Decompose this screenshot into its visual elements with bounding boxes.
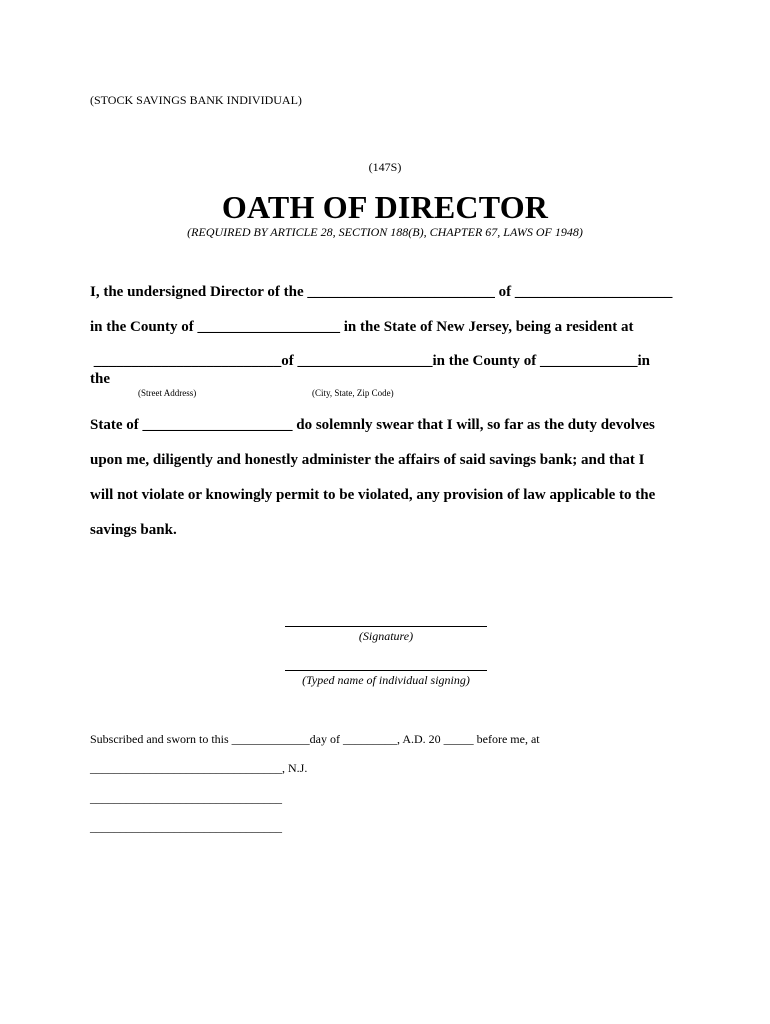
street-address-caption: (Street Address) bbox=[138, 388, 197, 398]
city-state-zip-caption: (City, State, Zip Code) bbox=[312, 388, 394, 398]
page-title: OATH OF DIRECTOR bbox=[221, 189, 549, 225]
notary-line-2: ________________________________, N.J. bbox=[90, 761, 308, 775]
oath-line-1: I, the undersigned Director of the _________________________ of _____________________ bbox=[90, 284, 673, 300]
signature-line[interactable] bbox=[285, 626, 487, 627]
typed-name-label: (Typed name of individual signing) bbox=[302, 673, 470, 687]
oath-line-6: will not violate or knowingly permit to be violated, any provision of law applicable to the bbox=[90, 487, 656, 503]
oath-line-5: upon me, diligently and honestly administer the affairs of said savings bank; and that I bbox=[90, 452, 645, 468]
oath-line-4: State of ____________________ do solemnly swear that I will, so far as the duty devolves bbox=[90, 417, 655, 433]
form-number: (147S) bbox=[368, 160, 402, 174]
oath-line-7: savings bank. bbox=[90, 522, 177, 538]
oath-line-3-wrap: the bbox=[90, 371, 110, 387]
form-type-label: (STOCK SAVINGS BANK INDIVIDUAL) bbox=[90, 93, 302, 107]
notary-line-1: Subscribed and sworn to this _____________day of _________, A.D. 20 _____ before me, at bbox=[90, 732, 540, 746]
signature-label: (Signature) bbox=[358, 629, 414, 643]
typed-name-line[interactable] bbox=[285, 670, 487, 671]
oath-line-2: in the County of ___________________ in the State of New Jersey, being a resident at bbox=[90, 319, 634, 335]
notary-line-3: ________________________________ bbox=[90, 791, 282, 805]
page-subtitle: (REQUIRED BY ARTICLE 28, SECTION 188(B), CHAPTER 67, LAWS OF 1948) bbox=[187, 225, 583, 239]
oath-line-3: _________________________of __________________in the County of _____________in bbox=[90, 353, 651, 369]
notary-line-4: ________________________________ bbox=[90, 820, 282, 834]
